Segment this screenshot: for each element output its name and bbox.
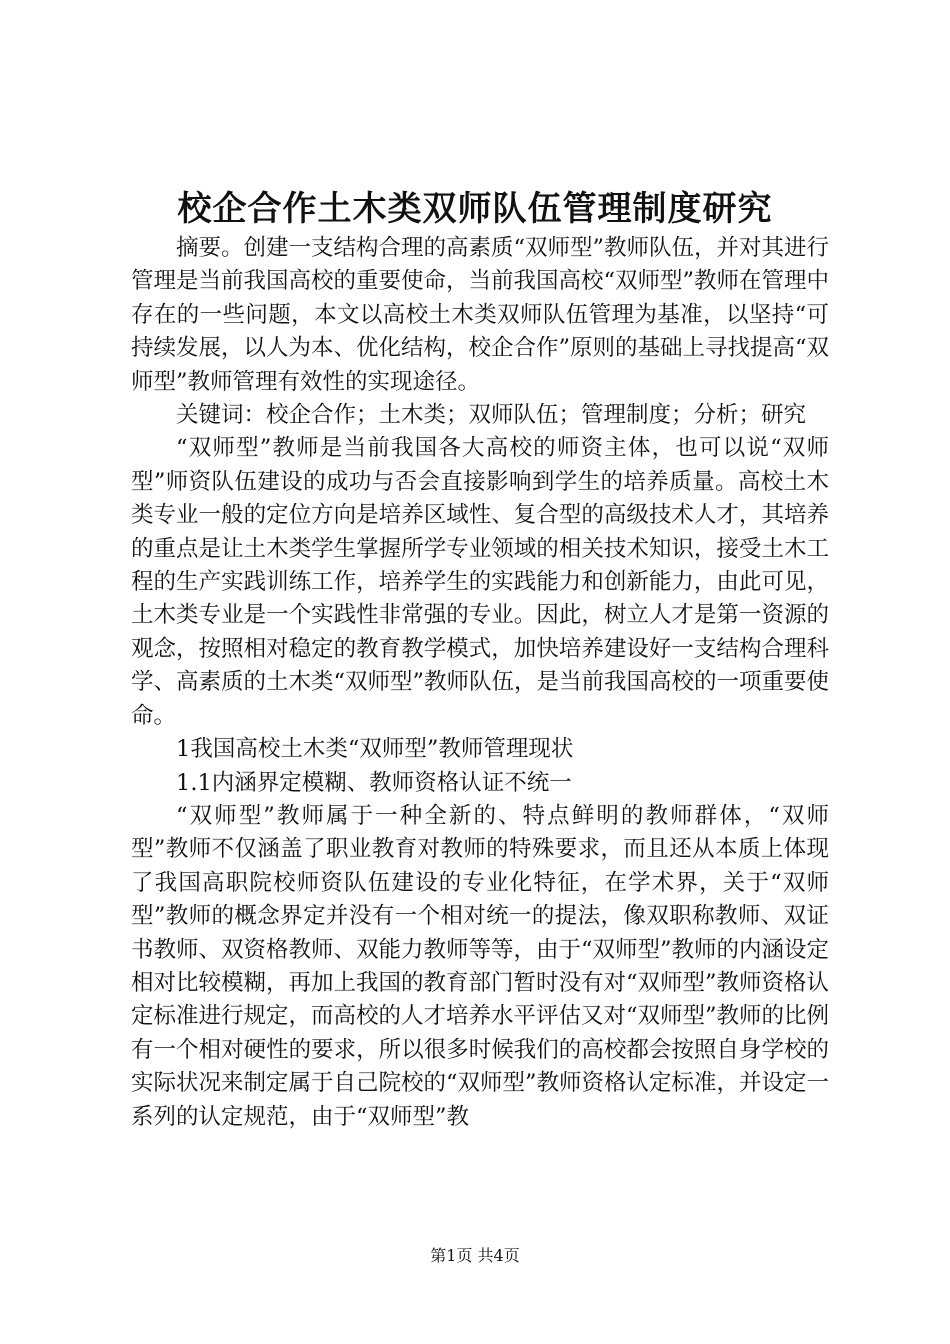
keywords-paragraph: 关键词：校企合作；土木类；双师队伍；管理制度；分析；研究 [176, 402, 807, 429]
page-title: 校企合作土木类双师队伍管理制度研究 [177, 189, 773, 229]
intro-paragraph: “双师型”教师是当前我国各大高校的师资主体，也可以说“双师型”师资队伍建设的成功与否会直接影响到学生的培养质量。高校土木类专业一般的定位方向是培养区域性、复合型的高级技术人才，其培养的重点是让土木类学生掌握所学专业领域的相关技术知识，接受土木工程的生产实践训练工作，培养学生的实践能力和创新能力，由此可见，土木类专业是一个实践性非常强的专业。因此，树立人才是第一资源的观念，按照相对稳定的教育教学模式，加快培养建设好一支结构合理科学、高素质的土木类“双师型”教师队伍，是当前我国高校的一项重要使命。 [131, 435, 830, 729]
document-body [131, 232, 829, 1134]
subsection-heading: 1.1内涵界定模糊、教师资格认证不统一 [176, 769, 572, 796]
section-heading: 1我国高校土木类“双师型”教师管理现状 [176, 736, 574, 763]
body-paragraph: “双师型”教师属于一种全新的、特点鲜明的教师群体，“双师型”教师不仅涵盖了职业教育对教师的特殊要求，而且还从本质上体现了我国高职院校师资队伍建设的专业化特征，在学术界，关于“双师型”教师的概念界定并没有一个相对统一的提法，像双职称教师、双证书教师、双资格教师、双能力教师等等，由于“双师型”教师的内涵设定相对比较模糊，再加上我国的教育部门暂时没有对“双师型”教师资格认定标准进行规定，而高校的人才培养水平评估又对“双师型”教师的比例有一个相对硬性的要求，所以很多时候我们的高校都会按照自身学校的实际状况来制定属于自己院校的“双师型”教师资格认定标准，并设定一系列的认定规范，由于“双师型”教 [131, 802, 830, 1130]
abstract-paragraph: 摘要。创建一支结构合理的高素质“双师型”教师队伍，并对其进行管理是当前我国高校的重要使命，当前我国高校“双师型”教师在管理中存在的一些问题，本文以高校土木类双师队伍管理为基准，以坚持“可持续发展，以人为本、优化结构，校企合作”原则的基础上寻找提高“双师型”教师管理有效性的实现途径。 [131, 235, 830, 395]
page-number-footer: 第1页 共4页 [430, 1246, 520, 1265]
